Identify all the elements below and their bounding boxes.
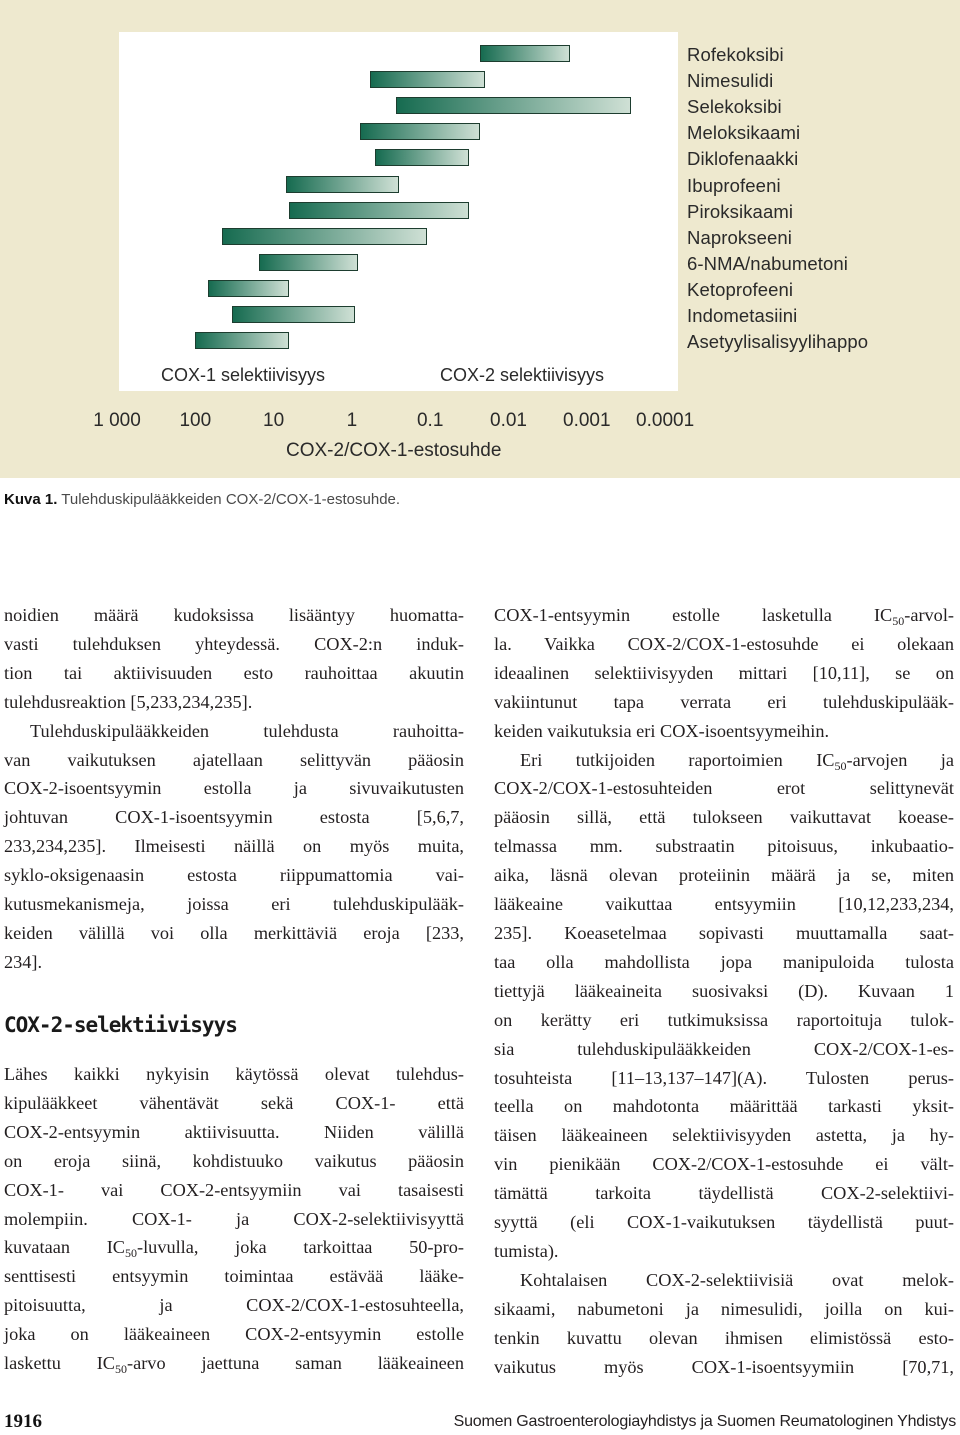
drug-range-bar: [208, 280, 289, 297]
region-label-cox1: COX-1 selektiivisyys: [161, 365, 326, 385]
figure-caption: [4, 490, 400, 510]
drug-range-bar: [259, 254, 359, 271]
ic50-suffix: -luvulla, joka tarkoittaa 50-pro-: [137, 1237, 464, 1258]
paragraph-1: [4, 601, 464, 717]
text-line: Tulehduskipulääkkeiden tulehdusta rauhoitta-: [30, 720, 464, 741]
text-line: pitoisuutta, ja COX-2/COX-1-estosuhteella,: [4, 1295, 464, 1316]
text-line: COX-1- vai COX-2-entsyymiin vai tasaisesti: [4, 1179, 464, 1200]
text-line: Kohtalaisen COX-2-selektiivisiä ovat melok-: [520, 1269, 954, 1290]
drug-range-bar: [360, 123, 480, 140]
text-line: täisen lääkeaineen selektiivisyyden astetta, ja hy-: [494, 1125, 954, 1146]
text-line: senttisesti entsyymin toimintaa estävää lääke-: [4, 1266, 464, 1287]
drug-range-bar: [286, 176, 399, 193]
figure-panel: [0, 0, 960, 478]
section-heading: COX-2-selektiivisyys: [4, 1013, 237, 1037]
text-line: vaikutus myös COX-1-isoentsyymiin [70,71,: [494, 1356, 954, 1377]
text-line: COX-2-entsyymin aktiivisuutta. Niiden välillä: [4, 1121, 464, 1142]
text-line: pääosin sillä, että tulokseen vaikuttavat koease-: [494, 807, 954, 828]
text-line: syklo-oksigenaasin estosta riippumattomia vai-: [4, 865, 464, 886]
x-axis-label: COX-2/COX-1-estosuhde: [286, 440, 502, 461]
drug-range-bar: [289, 202, 469, 219]
text-line: kutusmekanismeja, joissa eri tulehduskipulääk-: [4, 894, 464, 915]
text-line: sia tulehduskipulääkkeiden COX-2/COX-1-es-: [494, 1038, 954, 1059]
ic50-subscript: 50: [834, 758, 847, 773]
paragraph-2: [4, 717, 464, 977]
text-line: 235]. Koeasetelmaa sopivasti muuttamalla saat-: [494, 922, 954, 943]
drug-range-bar: [222, 228, 427, 245]
text-line: keiden vaikutuksia eri COX-isoentsyymeihin.: [494, 720, 830, 741]
text-line: tenkin kuvattu olevan ihmisen elimistössä esto-: [494, 1327, 954, 1348]
text-line: [494, 746, 954, 775]
text-line: la. Vaikka COX-2/COX-1-estosuhde ei olekaan: [494, 633, 954, 654]
x-tick-label: 0.1: [416, 410, 444, 431]
caption-label: Kuva 1.: [4, 491, 58, 508]
text-line: keiden välillä voi olla merkittäviä eroja [233,: [4, 922, 464, 943]
drug-label: Diklofenaakki: [687, 148, 799, 170]
page-number: 1916: [4, 1411, 42, 1432]
paragraph-3: [4, 1060, 464, 1378]
text-line: COX-2-isoentsyymin estolla ja sivuvaikutusten: [4, 778, 464, 799]
text-line: sikaami, nabumetoni ja nimesulidi, joilla on kui-: [494, 1298, 954, 1319]
drug-label: 6-NMA/nabumetoni: [687, 252, 848, 274]
text-line: [4, 1349, 464, 1378]
paragraph-2: [494, 746, 954, 1266]
text-line: kipulääkkeet vähentävät sekä COX-1- että: [4, 1092, 464, 1113]
text-line: vasti tulehduksen yhteydessä. COX-2:n induk-: [4, 633, 464, 654]
drug-range-bar: [396, 97, 631, 114]
ic50-subscript: 50: [115, 1362, 128, 1377]
ic50-prefix: laskettu IC: [4, 1353, 116, 1374]
ic50-suffix: -arvojen ja: [846, 749, 954, 770]
ic50-prefix: Eri tutkijoiden raportoimien IC: [520, 749, 835, 770]
drug-label: Rofekoksibi: [687, 44, 784, 65]
ic50-prefix: kuvataan IC: [4, 1237, 126, 1258]
text-line: ideaalinen selektiivisyyden mittari [10,11], se on: [494, 662, 954, 683]
text-line: Lähes kaikki nykyisin käytössä olevat tulehdus-: [4, 1064, 464, 1084]
drug-label: Piroksikaami: [687, 200, 794, 222]
text-line: 233,234,235]. Ilmeisesti näillä on myös muita,: [4, 836, 464, 857]
drug-label: Indometasiini: [687, 305, 798, 326]
region-label-cox2: COX-2 selektiivisyys: [440, 365, 605, 385]
text-line: tulehdusreaktion [5,233,234,235].: [4, 691, 253, 712]
journal-name: Suomen Gastroenterologiayhdistys ja Suomen Reumatologinen Yhdistys: [453, 1413, 956, 1430]
x-tick-label: 0.0001: [636, 410, 695, 431]
drug-label: Asetyylisalisyylihappo: [687, 331, 869, 353]
text-line: vakiintunut tapa verrata eri tulehduskipulääk-: [494, 691, 954, 712]
text-line: molempiin. COX-1- ja COX-2-selektiivisyyttä: [4, 1208, 464, 1229]
drug-range-bar: [232, 306, 355, 323]
x-tick-label: 1 000: [93, 410, 141, 431]
ic50-suffix: -arvo jaettuna saman lääkeaineen: [127, 1353, 464, 1374]
ic50-suffix: -arvol-: [904, 605, 954, 625]
drug-range-bar: [375, 149, 469, 166]
text-line: telmassa mm. substraatin pitoisuus, inkubaatio-: [494, 836, 954, 857]
ic50-subscript: 50: [125, 1246, 138, 1261]
text-line: tosuhteista [11–13,137–147](A). Tulosten perus-: [494, 1067, 954, 1088]
text-line: noidien määrä kudoksissa lisääntyy huomatta-: [4, 605, 464, 625]
text-line: tämättä tarkoita täydellistä COX-2-selektiivi-: [494, 1183, 954, 1204]
caption-text: Tulehduskipulääkkeiden COX-2/COX-1-estosuhde.: [61, 491, 401, 508]
text-line: tumista).: [494, 1240, 559, 1261]
drug-label: Meloksikaami: [687, 122, 801, 144]
text-line: 234].: [4, 951, 43, 972]
drug-range-bar: [480, 45, 569, 62]
left-column: [4, 601, 464, 1377]
drug-label: Nimesulidi: [687, 70, 774, 92]
text-line: aika, läsnä olevan proteiinin määrä ja se, miten: [494, 865, 954, 886]
drug-label: Ketoprofeeni: [687, 278, 794, 300]
text-line: johtuvan COX-1-isoentsyymin estosta [5,6,7,: [4, 807, 464, 828]
text-line: taa olla mahdollista jopa manipuloida tulosta: [494, 951, 954, 972]
right-column: [494, 601, 954, 1381]
paragraph-1: [494, 601, 954, 746]
x-tick-label: 1: [346, 410, 358, 431]
text-line: van vaikutuksen ajatellaan selittyvän pääosin: [4, 749, 464, 770]
drug-label: Selekoksibi: [687, 96, 782, 118]
text-line: on eroja siinä, kohdistuuko vaikutus pääosin: [4, 1150, 464, 1171]
drug-label: Ibuprofeeni: [687, 174, 781, 196]
x-tick-label: 10: [263, 410, 285, 431]
text-line: COX-2/COX-1-estosuhteiden erot selittynevät: [494, 778, 954, 799]
ic50-prefix: COX-1-entsyymin estolle lasketulla IC: [494, 605, 893, 625]
drug-range-bar: [370, 71, 485, 88]
paragraph-3: [494, 1266, 954, 1382]
text-line: vin pienikään COX-2/COX-1-estosuhde ei vält-: [494, 1154, 954, 1175]
x-tick-label: 0.001: [563, 410, 611, 431]
text-line: syyttä (eli COX-1-vaikutuksen täydellistä puut-: [494, 1212, 954, 1233]
text-line: [4, 1233, 464, 1262]
text-line: joka on lääkeaineen COX-2-entsyymin estolle: [4, 1324, 464, 1345]
drug-label: Naprokseeni: [687, 226, 792, 248]
text-line: [494, 601, 954, 630]
ic50-subscript: 50: [892, 614, 905, 628]
text-line: tiettyjä lääkeaineita suosivaksi (D). Kuvaan 1: [494, 980, 954, 1001]
text-line: tion tai aktiivisuuden esto rauhoittaa akuutin: [4, 662, 464, 683]
text-line: lääkeaine vaikuttaa entsyymiin [10,12,233,234,: [494, 894, 954, 915]
text-line: teella on mahdotonta määrittää tarkasti yksit-: [494, 1096, 954, 1117]
text-line: on kerätty eri tutkimuksissa raportoituja tulok-: [494, 1009, 954, 1030]
x-tick-label: 100: [179, 410, 212, 431]
x-tick-label: 0.01: [490, 410, 527, 431]
drug-range-bar: [195, 332, 289, 349]
